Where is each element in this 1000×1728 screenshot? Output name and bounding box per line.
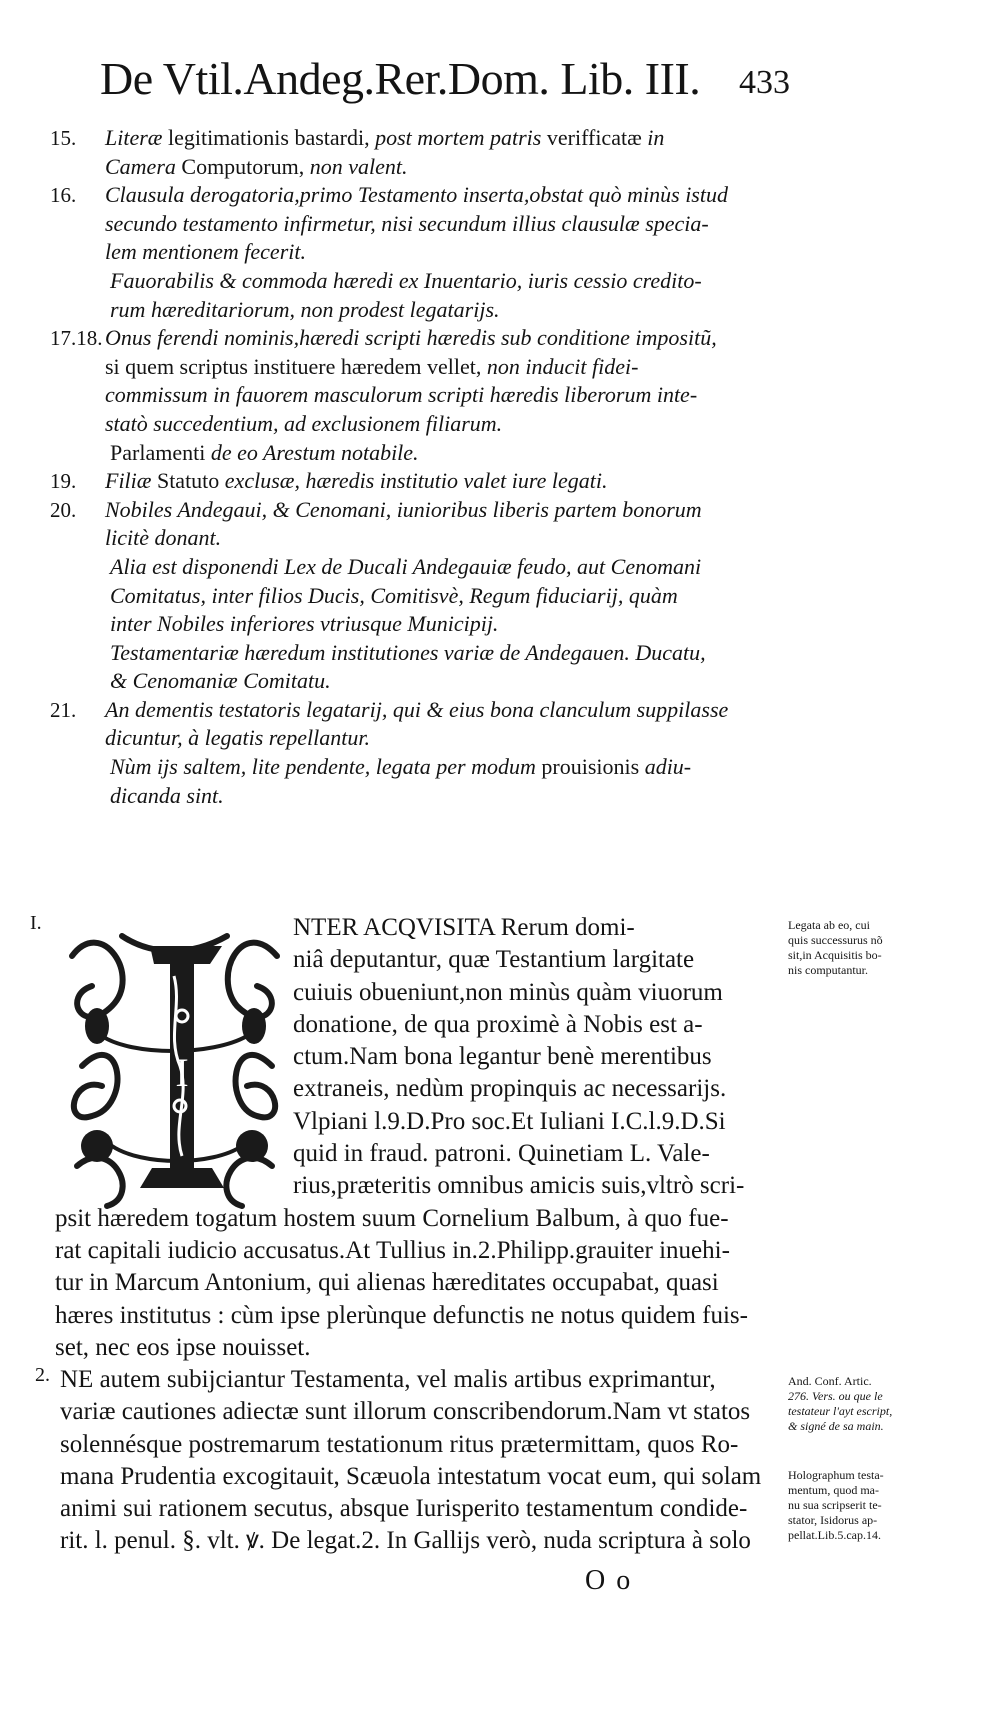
summary-text-run: Statuto bbox=[151, 468, 225, 494]
summary-line bbox=[105, 696, 810, 725]
summary-entry-text bbox=[110, 553, 810, 639]
margin-note-holographum bbox=[788, 1468, 884, 1543]
paragraph-number-1: I. bbox=[30, 912, 42, 934]
paragraph-number-2: 2. bbox=[35, 1364, 50, 1386]
summary-entry-text bbox=[110, 639, 810, 696]
body-line: donatione, de qua proximè à Nobis est a- bbox=[293, 1010, 703, 1038]
summary-entry bbox=[50, 696, 810, 753]
margin-note-legata bbox=[788, 918, 883, 978]
margin-note-line: mentum, quod ma- bbox=[788, 1483, 879, 1497]
summary-line bbox=[105, 496, 810, 525]
summary-text-run: Camera bbox=[105, 153, 176, 179]
body-line: quid in fraud. patroni. Quinetiam L. Vale- bbox=[293, 1140, 710, 1168]
summary-text-run: Clausula derogatoria,primo Testamento inserta,obstat quò minùs istud bbox=[105, 182, 728, 208]
summary-line bbox=[105, 381, 810, 410]
body-line: rit. l. penul. §. vlt. ꝟ. De legat.2. In Gallijs verò, nuda scriptura à solo bbox=[60, 1527, 751, 1555]
margin-note-line: Holographum testa- bbox=[788, 1468, 884, 1482]
body-line: set, nec eos ipse nouisset. bbox=[55, 1333, 311, 1361]
summary-entry bbox=[50, 639, 810, 696]
margin-note-line: And. Conf. Artic. bbox=[788, 1374, 872, 1388]
summary-text-run: statò succedentium, ad exclusionem filiarum. bbox=[105, 410, 503, 436]
summary-text-run: post mortem patris bbox=[375, 125, 542, 150]
summary-text-run: si quem scriptus instituere hæredem vellet, bbox=[105, 353, 487, 379]
summary-text-run: Testamentariæ hæredum institutiones variæ de Andegauen. Ducatu, bbox=[110, 639, 706, 665]
summary-entry-text bbox=[105, 124, 810, 181]
body-line: niâ deputantur, quæ Testantium largitate bbox=[293, 946, 695, 974]
summary-text-run: Comitatus, inter filios Ducis, Comitisvè, Regum fiduciarij, quàm bbox=[110, 582, 678, 608]
summary-entry-text bbox=[105, 696, 810, 753]
chapter-summary bbox=[50, 124, 810, 810]
summary-text-run: Computorum, bbox=[175, 153, 310, 179]
summary-text-run: in bbox=[647, 125, 665, 150]
summary-entry-number: 19. bbox=[50, 469, 77, 494]
margin-note-line: quis successurus nõ bbox=[788, 933, 883, 947]
summary-line bbox=[110, 667, 810, 696]
summary-text-run: de eo Arestum notabile. bbox=[210, 439, 419, 465]
summary-text-run: Nùm ijs saltem, lite pendente, legata per modum bbox=[110, 754, 542, 780]
summary-text-run: dicuntur, à legatis repellantur. bbox=[105, 725, 371, 751]
page-number: 433 bbox=[739, 64, 790, 101]
summary-line bbox=[110, 639, 810, 668]
summary-text-run: & Cenomaniæ Comitatu. bbox=[110, 668, 331, 694]
paragraph-2 bbox=[60, 1364, 790, 1558]
summary-entry-text bbox=[105, 324, 810, 438]
summary-entry-number: 21. bbox=[50, 697, 77, 722]
margin-note-line: nis computantur. bbox=[788, 963, 868, 977]
body-line: solennésque postremarum testationum ritus prætermittam, quos Ro- bbox=[60, 1430, 739, 1458]
margin-note-and-conf bbox=[788, 1374, 872, 1389]
summary-line bbox=[105, 210, 810, 239]
summary-line bbox=[105, 524, 810, 553]
summary-text-run: Nobiles Andegaui, & Cenomani, iunioribus liberis partem bonorum bbox=[105, 496, 702, 522]
body-line: NTER ACQVISITA Rerum domi- bbox=[293, 914, 635, 941]
summary-text-run: non inducit fidei- bbox=[486, 353, 639, 379]
margin-note-testateur bbox=[788, 1389, 892, 1434]
summary-entry-text bbox=[110, 267, 810, 324]
summary-entry-text bbox=[105, 496, 810, 553]
summary-entry bbox=[50, 324, 810, 438]
body-line: NE autem subijciantur Testamenta, vel malis artibus exprimantur, bbox=[60, 1366, 716, 1393]
margin-note-line: pellat.Lib.5.cap.14. bbox=[788, 1528, 881, 1542]
summary-text-run: Filiæ bbox=[105, 468, 152, 494]
summary-line bbox=[110, 553, 810, 582]
margin-note-line: sit,in Acquisitis bo- bbox=[788, 948, 882, 962]
summary-text-run: adiu- bbox=[644, 754, 692, 780]
summary-text-run: exclusæ, hæredis institutio valet iure legati. bbox=[224, 468, 608, 494]
summary-text-run: prouisionis bbox=[541, 754, 645, 780]
summary-entry bbox=[50, 467, 810, 496]
summary-entry bbox=[50, 124, 810, 181]
summary-entry bbox=[50, 181, 810, 267]
summary-entry bbox=[50, 553, 810, 639]
summary-text-run: licitè donant. bbox=[105, 525, 222, 551]
summary-entry-text bbox=[110, 753, 810, 810]
body-line: cuiuis obueniunt,non minùs quàm viuorum bbox=[293, 978, 723, 1006]
summary-text-run: secundo testamento infirmetur, nisi secundum illius clausulæ specia- bbox=[105, 210, 709, 236]
summary-text-run: Fauorabilis & commoda hæredi ex Inuentario, iuris cessio credito- bbox=[110, 267, 702, 293]
body-line: tur in Marcum Antonium, qui alienas hæreditates occupabat, quasi bbox=[55, 1269, 719, 1297]
summary-entry-number: 17.18. bbox=[50, 326, 103, 351]
summary-line bbox=[110, 610, 810, 639]
summary-line bbox=[110, 439, 810, 468]
summary-entry-text bbox=[110, 439, 810, 468]
paragraph-1 bbox=[55, 912, 790, 1364]
summary-line bbox=[105, 353, 810, 382]
summary-text-run: legitimationis bastardi, bbox=[162, 125, 376, 150]
summary-line bbox=[105, 467, 810, 496]
summary-text-run: inter Nobiles inferiores vtriusque Municipij. bbox=[110, 611, 499, 637]
summary-line bbox=[110, 267, 810, 296]
summary-line bbox=[110, 753, 810, 782]
summary-text-run: lem mentionem fecerit. bbox=[105, 239, 306, 265]
summary-line bbox=[105, 238, 810, 267]
body-line: Vlpiani l.9.D.Pro soc.Et Iuliani I.C.l.9.D.Si bbox=[293, 1107, 726, 1135]
summary-text-run: rum hæreditariorum, non prodest legatarijs. bbox=[110, 296, 500, 322]
body-line: hæres institutus : cùm ipse plerùnque defunctis ne notus quidem fuis- bbox=[55, 1301, 748, 1329]
summary-text-run: An dementis testatoris legatarij, qui & eius bona clanculum suppilasse bbox=[105, 696, 729, 722]
summary-line bbox=[105, 324, 810, 353]
summary-entry bbox=[50, 496, 810, 553]
ornamental-initial-letter: I bbox=[175, 1050, 189, 1095]
margin-note-line: stator, Isidorus ap- bbox=[788, 1513, 878, 1527]
body-line: mana Prudentia excogitauit, Scæuola intestatum vocat eum, qui solam bbox=[60, 1462, 762, 1490]
running-title: De Vtil.Andeg.Rer.Dom. Lib. III. bbox=[100, 53, 701, 104]
summary-entry-text bbox=[105, 181, 810, 267]
summary-line bbox=[110, 296, 810, 325]
body-line: variæ cautiones adiectæ sunt illorum conscribendorum.Nam vt statos bbox=[60, 1398, 751, 1426]
summary-text-run: Onus ferendi nominis,hæredi scripti hæredis sub conditione impositũ, bbox=[105, 325, 717, 351]
margin-note-line: & signé de sa main. bbox=[788, 1419, 884, 1433]
margin-note-line: testateur l'ayt escript, bbox=[788, 1404, 893, 1418]
summary-text-run: Literæ bbox=[105, 125, 163, 150]
summary-entry-text bbox=[105, 467, 810, 496]
summary-line bbox=[110, 582, 810, 611]
summary-text-run: dicanda sint. bbox=[110, 782, 224, 808]
body-line: extraneis, nedùm propinquis ac necessarijs. bbox=[293, 1075, 727, 1103]
margin-note-line: Legata ab eo, cui bbox=[788, 918, 870, 932]
margin-note-line: 276. Vers. ou que le bbox=[788, 1389, 883, 1403]
body-line: animi sui rationem secutus, absque Iurisperito testamentum condide- bbox=[60, 1495, 748, 1523]
summary-line bbox=[110, 782, 810, 811]
summary-entry bbox=[50, 753, 810, 810]
signature-mark: O o bbox=[585, 1565, 633, 1596]
summary-entry bbox=[50, 267, 810, 324]
body-line: rat capitali iudicio accusatus.At Tullius in.2.Philipp.grauiter inuehi- bbox=[55, 1236, 730, 1264]
summary-text-run: Parlamenti bbox=[110, 439, 211, 465]
summary-entry-number: 16. bbox=[50, 183, 77, 208]
margin-note-line: nu sua scripserit te- bbox=[788, 1498, 882, 1512]
summary-text-run: non valent. bbox=[309, 153, 408, 179]
summary-entry bbox=[50, 439, 810, 468]
summary-entry-number: 20. bbox=[50, 497, 77, 522]
summary-text-run: commissum in fauorem masculorum scripti hæredis liberorum inte- bbox=[105, 382, 698, 408]
summary-line bbox=[105, 153, 810, 182]
body-line: ctum.Nam bona legantur benè merentibus bbox=[293, 1043, 712, 1071]
summary-line bbox=[105, 124, 810, 153]
summary-line bbox=[105, 724, 810, 753]
summary-line bbox=[105, 410, 810, 439]
body-line: rius,præteritis omnibus amicis suis,vltrò scri- bbox=[293, 1172, 745, 1200]
body-line: psit hæredem togatum hostem suum Cornelium Balbum, à quo fue- bbox=[55, 1204, 729, 1232]
page-header bbox=[100, 52, 790, 112]
summary-text-run: Alia est disponendi Lex de Ducali Andegauiæ feudo, aut Cenomani bbox=[110, 553, 702, 579]
summary-entry-number: 15. bbox=[50, 126, 77, 150]
summary-line bbox=[105, 181, 810, 210]
summary-text-run: verifficatæ bbox=[541, 125, 648, 150]
